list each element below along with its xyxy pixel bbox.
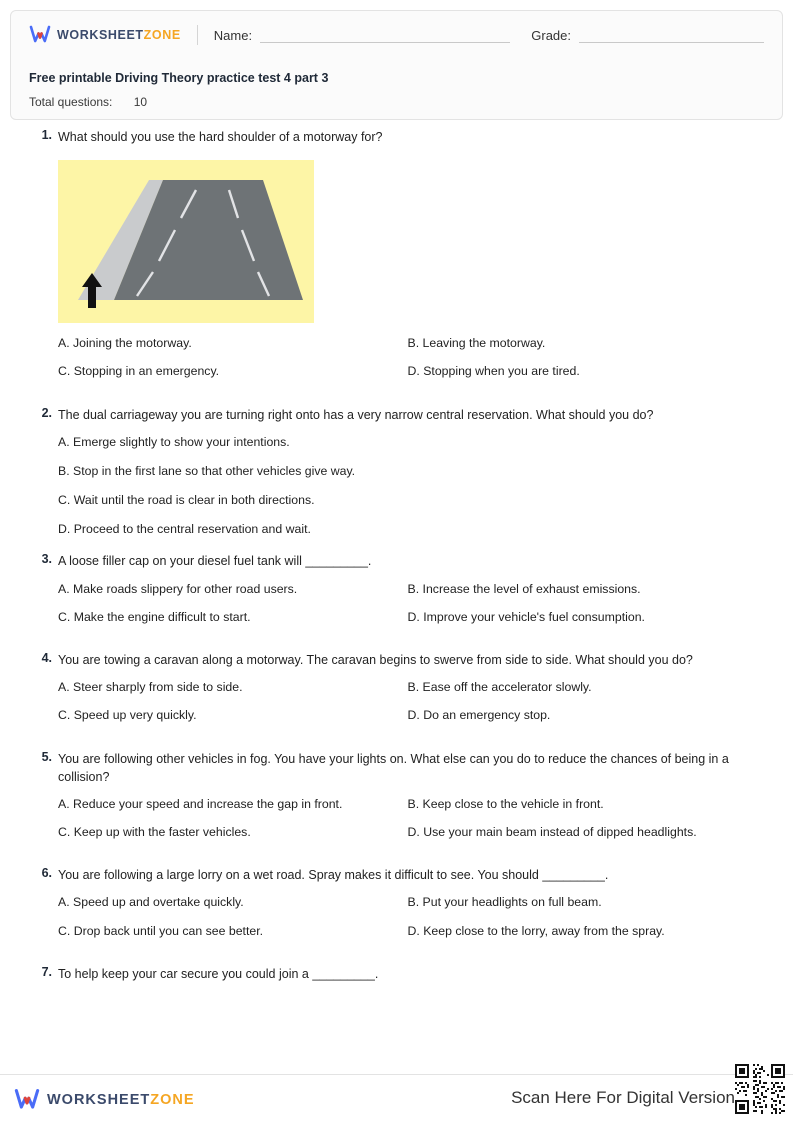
question-item — [10, 750, 783, 853]
answer-option[interactable]: C. Drop back until you can see better. — [58, 923, 264, 938]
footer-brand-part2: ZONE — [150, 1092, 195, 1108]
answer-option[interactable]: C. Wait until the road is clear in both directions. — [58, 493, 315, 508]
total-questions-row — [29, 95, 147, 109]
brand-name-part1: WORKSHEET — [57, 28, 144, 42]
grade-input-line[interactable] — [579, 27, 764, 43]
worksheet-title: Free printable Driving Theory practice test 4 part 3 — [29, 71, 329, 85]
worksheet-footer — [0, 1074, 793, 1122]
answer-options — [58, 796, 757, 852]
header-divider — [197, 25, 198, 45]
answer-option[interactable]: D. Proceed to the central reservation and wait. — [58, 522, 311, 537]
answer-options — [58, 894, 757, 950]
answer-option[interactable]: B. Increase the level of exhaust emissions. — [407, 581, 641, 596]
question-text: You are towing a caravan along a motorway. The caravan begins to swerve from side to side. What should you do? — [58, 653, 693, 667]
answer-options — [58, 581, 757, 637]
answer-option[interactable]: B. Ease off the accelerator slowly. — [407, 680, 592, 695]
brand-logo — [29, 24, 181, 46]
answer-option[interactable]: C. Speed up very quickly. — [58, 708, 197, 723]
answer-option[interactable]: D. Do an emergency stop. — [407, 708, 551, 723]
answer-option[interactable]: B. Keep close to the vehicle in front. — [407, 796, 604, 811]
question-text: You are following other vehicles in fog. You have your lights on. What else can you do to reduce the chances of being in a collision? — [58, 751, 729, 784]
name-label: Name: — [213, 27, 253, 43]
answer-option[interactable]: A. Make roads slippery for other road users. — [58, 581, 298, 596]
brand-logo-text — [57, 28, 181, 42]
question-text: To help keep your car secure you could join a _________. — [58, 966, 379, 981]
question-number: 3. — [41, 552, 52, 567]
question-text: What should you use the hard shoulder of a motorway for? — [58, 130, 383, 144]
grade-label: Grade: — [531, 27, 571, 43]
question-text: The dual carriageway you are turning right onto has a very narrow central reservation. What should you do? — [58, 407, 654, 422]
answer-option[interactable]: A. Emerge slightly to show your intentions. — [58, 434, 290, 449]
answer-option[interactable]: C. Keep up with the faster vehicles. — [58, 824, 251, 839]
question-text: A loose filler cap on your diesel fuel tank will _________. — [58, 554, 372, 569]
question-image-wrap — [58, 160, 757, 323]
header-top-row — [11, 11, 782, 59]
answer-options — [58, 679, 757, 735]
answer-option[interactable]: C. Stopping in an emergency. — [58, 364, 220, 379]
answer-option[interactable]: A. Reduce your speed and increase the gap in front. — [58, 796, 343, 811]
worksheet-header — [10, 10, 783, 120]
question-item — [10, 128, 783, 392]
question-number: 1. — [41, 128, 52, 142]
answer-options — [58, 434, 757, 539]
question-number: 5. — [41, 749, 52, 764]
brand-name-part2: ZONE — [143, 28, 181, 42]
question-number: 2. — [41, 405, 52, 420]
question-item — [10, 965, 783, 983]
question-item — [10, 651, 783, 736]
footer-brand-text — [47, 1092, 195, 1108]
total-questions-label: Total questions: — [29, 95, 113, 109]
question-number: 6. — [41, 866, 52, 881]
answer-option[interactable]: A. Steer sharply from side to side. — [58, 680, 243, 695]
answer-option[interactable]: A. Joining the motorway. — [58, 336, 192, 351]
question-number: 7. — [41, 964, 52, 979]
scan-here-text: Scan Here For Digital Version — [511, 1088, 735, 1107]
motorway-hard-shoulder-illustration — [58, 160, 314, 323]
question-number: 4. — [41, 651, 52, 665]
answer-option[interactable]: C. Make the engine difficult to start. — [58, 609, 251, 624]
answer-option[interactable]: A. Speed up and overtake quickly. — [58, 895, 244, 910]
answer-option[interactable]: D. Improve your vehicle's fuel consumption. — [407, 609, 645, 624]
answer-options — [58, 335, 757, 391]
total-questions-value: 10 — [133, 95, 148, 109]
answer-option[interactable]: B. Stop in the first lane so that other vehicles give way. — [58, 463, 356, 478]
worksheet-zone-logo-icon — [14, 1087, 40, 1113]
answer-option[interactable]: D. Stopping when you are tired. — [407, 364, 580, 379]
name-input-line[interactable] — [260, 27, 510, 43]
answer-option[interactable]: B. Put your headlights on full beam. — [407, 895, 602, 910]
questions-list — [10, 128, 783, 997]
answer-option[interactable]: B. Leaving the motorway. — [407, 336, 546, 351]
question-item — [10, 866, 783, 951]
worksheet-zone-logo-icon — [29, 24, 51, 46]
footer-brand-logo — [14, 1087, 195, 1113]
question-item — [10, 552, 783, 637]
footer-brand-part1: WORKSHEET — [47, 1092, 151, 1108]
answer-option[interactable]: D. Use your main beam instead of dipped headlights. — [407, 824, 697, 839]
answer-option[interactable]: D. Keep close to the lorry, away from the spray. — [407, 923, 665, 938]
question-text: You are following a large lorry on a wet road. Spray makes it difficult to see. You should _________. — [58, 868, 609, 883]
qr-code[interactable] — [735, 1064, 785, 1114]
question-item — [10, 406, 783, 539]
